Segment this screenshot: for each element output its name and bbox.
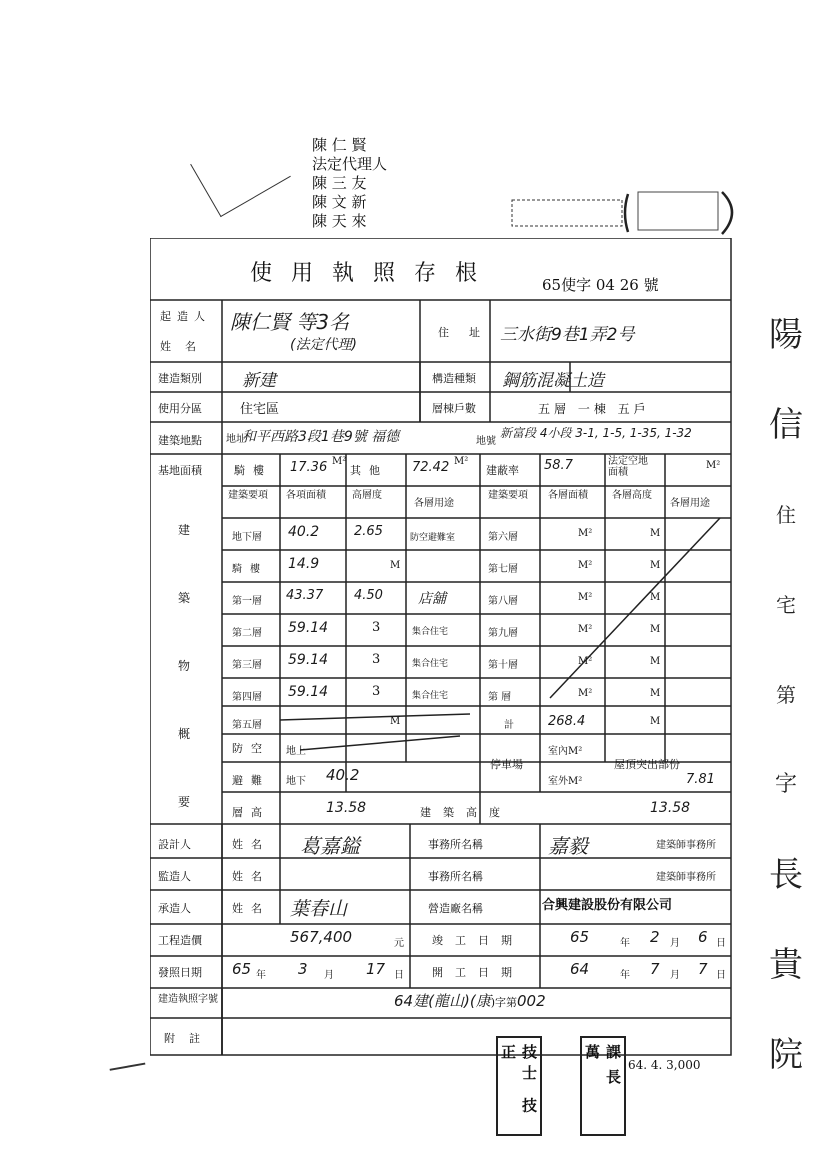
unit-m-7L: M (390, 560, 401, 571)
printed-code: 64. 4. 3,000 (628, 1058, 701, 1072)
other-area: 72.42 (412, 460, 450, 475)
completion-year: 65 (570, 928, 590, 946)
applicant-note: (法定代理) (290, 337, 357, 353)
floor4-area: 59.14 (288, 684, 329, 700)
side-char-3: 住 (776, 503, 796, 527)
label-use-zone: 使用分區 (158, 402, 202, 415)
floor1-height: 4.50 (354, 588, 383, 603)
side-char-6: 字 (774, 772, 797, 797)
side-char-8: 貴 (769, 945, 803, 985)
label-floors-units: 層棟戶數 (432, 402, 476, 415)
floor-label-1: 第一層 (232, 596, 262, 607)
side-char-5: 第 (776, 683, 796, 707)
left-margin-mark (103, 1023, 146, 1071)
structure-type: 鋼筋混凝土造 (502, 371, 604, 391)
floor4-height: 3 (372, 684, 381, 699)
label-base-area: 基地面積 (158, 464, 202, 477)
label-contractor-name: 姓名 (232, 902, 270, 915)
label-indoor: 室內M² (548, 746, 583, 757)
floor1-area: 43.37 (286, 588, 324, 603)
label-parking: 停車場 (490, 758, 523, 771)
owner-name-5: 陳 天 來 (312, 212, 367, 230)
label-location: 建築地點 (158, 434, 202, 447)
label-supervisor-firm: 事務所名稱 (428, 870, 483, 883)
unit-m2-a: M² (332, 456, 347, 467)
owner-names (312, 136, 387, 231)
floor3-use: 集合住宅 (412, 659, 449, 669)
floor-label-2: 第二層 (232, 628, 262, 639)
signoff-right-text: 課長 萬 (583, 1044, 622, 1094)
signoff-stamp-left (496, 1036, 542, 1136)
label-contractor: 承造人 (158, 902, 191, 915)
designer-name: 葛嘉鎰 (300, 834, 360, 858)
side-char-7: 長 (769, 855, 803, 895)
label-above: 地上 (286, 746, 306, 757)
label-arcade: 騎樓 (234, 464, 272, 477)
contractor-name: 葉春山 (290, 898, 348, 920)
label-open-space: 法定空地面積 (608, 456, 648, 478)
unit-m-10: M (650, 656, 661, 667)
label-address: 住址 (438, 326, 500, 339)
corner-handwritten-stamp (190, 124, 291, 217)
summary-char-5: 要 (178, 795, 191, 809)
side-char-1: 陽 (769, 315, 803, 355)
label-building-height: 建築高度 (420, 806, 512, 819)
floors-units: 五層 一棟 五戶 (538, 402, 650, 416)
issue-day-label: 日 (394, 970, 404, 981)
col-header-7: 各層高度 (612, 490, 652, 501)
floor-label-5: 第五層 (232, 720, 262, 731)
cost-value: 567,400 (290, 928, 353, 946)
basement-height: 2.65 (354, 524, 383, 539)
issue-month: 3 (298, 960, 308, 978)
label-permit: 建造執照字號 (158, 994, 218, 1005)
unit-m2-c: M² (706, 460, 721, 471)
issue-year-label: 年 (256, 970, 266, 981)
designer-firm-suffix: 建築師事務所 (656, 840, 716, 851)
permit-part-6: 002 (517, 992, 546, 1010)
owner-name-2: 法定代理人 (312, 155, 388, 173)
unit-m-8: M (650, 592, 661, 603)
building-category: 新建 (242, 371, 276, 391)
side-char-9: 院 (769, 1035, 803, 1075)
permit-part-1: 64建( (394, 992, 434, 1010)
coverage-rate: 58.7 (544, 458, 573, 473)
floor2-height: 3 (372, 620, 381, 635)
unit-m2-9: M² (578, 624, 593, 635)
label-evacuation: 避難 (232, 774, 270, 787)
signoff-stamp-right (580, 1036, 626, 1136)
form-title: 使 用 執 照 存 根 (250, 261, 483, 286)
issue-day: 17 (366, 960, 386, 978)
floor3-height: 3 (372, 652, 381, 667)
start-year-label: 年 (620, 970, 630, 981)
unit-m-blank: M (650, 688, 661, 699)
start-month: 7 (650, 960, 660, 978)
label-issue-date: 發照日期 (158, 966, 202, 979)
cost-unit: 元 (394, 938, 404, 949)
label-contractor-company: 營造廠名稱 (428, 902, 483, 915)
permit-part-4: 康 (475, 992, 491, 1010)
label-completion: 竣工日期 (432, 934, 524, 947)
permit-form (150, 238, 732, 1056)
unit-m2-7: M² (578, 560, 593, 571)
summary-char-3: 物 (178, 659, 191, 673)
applicant-name: 陳仁賢 等3名 (230, 310, 350, 334)
unit-m2-blank: M² (578, 688, 593, 699)
applicant-address: 三水街9巷1弄2号 (500, 325, 635, 345)
start-day-label: 日 (716, 970, 726, 981)
label-other: 其他 (350, 464, 388, 477)
label-name: 姓名 (160, 340, 210, 353)
unit-m2-b: M² (454, 456, 469, 467)
floor-label-10: 第十層 (488, 660, 518, 671)
label-building-summary (178, 496, 190, 836)
side-char-4: 宅 (776, 593, 796, 617)
arcade-floor-area: 14.9 (288, 556, 320, 572)
owner-name-3: 陳 三 友 (312, 174, 367, 192)
document-number: 65使字 04 26 號 (542, 276, 659, 294)
label-structure-type: 構造種類 (432, 372, 476, 385)
label-below: 地下 (286, 776, 306, 787)
completion-month-label: 月 (670, 938, 680, 949)
shelter-below-area: 40.2 (326, 766, 360, 784)
side-char-2: 信 (769, 405, 803, 445)
floor-label-3: 第三層 (232, 660, 262, 671)
floor-label-6: 第六層 (488, 532, 518, 543)
permit-part-2: 龍山 (433, 992, 464, 1010)
label-start-date: 開工日期 (432, 966, 524, 979)
permit-number (394, 990, 546, 1011)
unit-m-5L: M (390, 716, 401, 727)
unit-m-6: M (650, 528, 661, 539)
label-story-height: 層高 (232, 806, 270, 819)
location-address: 和平西路3段1巷9號 福德 (242, 429, 400, 445)
designer-firm: 嘉毅 (548, 834, 588, 858)
label-designer-name: 姓名 (232, 838, 270, 851)
summary-char-2: 築 (178, 591, 191, 605)
start-month-label: 月 (670, 970, 680, 981)
summary-char-1: 建 (178, 523, 191, 537)
official-seal-block (510, 190, 740, 236)
unit-m2-8: M² (578, 592, 593, 603)
label-addr-small: 地址 (226, 434, 246, 445)
floor2-use: 集合住宅 (412, 627, 449, 637)
location-lot: 新富段 4小段 3-1, 1-5, 1-35, 1-32 (500, 426, 692, 440)
unit-m-7: M (650, 560, 661, 571)
signoff-left-text: 技士 技正 (499, 1044, 538, 1119)
unit-m2-10: M² (578, 656, 593, 667)
contractor-company: 合興建設股份有限公司 (542, 898, 673, 913)
label-coverage: 建蔽率 (486, 464, 519, 477)
completion-day: 6 (698, 928, 708, 946)
story-height-value: 13.58 (326, 800, 367, 816)
label-applicant: 起造人 (160, 310, 211, 323)
unit-m2-6: M² (578, 528, 593, 539)
label-supervisor: 監造人 (158, 870, 191, 883)
permit-part-5: )字第 (490, 996, 517, 1009)
label-shelter: 防空 (232, 742, 270, 755)
completion-year-label: 年 (620, 938, 630, 949)
col-header-4: 各層用途 (414, 498, 454, 509)
label-supervisor-name: 姓名 (232, 870, 270, 883)
label-rooftop: 屋頂突出部份 (614, 758, 680, 771)
arcade-area: 17.36 (290, 460, 328, 475)
completion-day-label: 日 (716, 938, 726, 949)
floor-label-9: 第九層 (488, 628, 518, 639)
floor-label-4: 第四層 (232, 692, 262, 703)
unit-m-9: M (650, 624, 661, 635)
owner-name-4: 陳 文 新 (312, 193, 367, 211)
floor2-area: 59.14 (288, 620, 329, 636)
label-lot-small: 地號 (476, 436, 496, 447)
basement-area: 40.2 (288, 524, 320, 540)
floor4-use: 集合住宅 (412, 691, 449, 701)
floor-label-blank: 第 層 (488, 692, 512, 703)
floor-label-8: 第八層 (488, 596, 518, 607)
col-header-1: 建築要項 (228, 490, 268, 501)
start-day: 7 (698, 960, 708, 978)
owner-name-1: 陳 仁 賢 (312, 136, 367, 154)
col-header-2: 各項面積 (286, 490, 326, 501)
floor-label-arcade: 騎樓 (232, 564, 268, 575)
completion-month: 2 (650, 928, 660, 946)
supervisor-firm-suffix: 建築師事務所 (656, 872, 716, 883)
permit-part-3: )( (463, 992, 476, 1010)
right-margin-text (756, 290, 816, 1100)
building-height-value: 13.58 (650, 800, 691, 816)
label-designer-firm: 事務所名稱 (428, 838, 483, 851)
col-header-3: 高層度 (352, 490, 382, 501)
start-year: 64 (570, 960, 590, 978)
floor-label-basement: 地下層 (232, 532, 262, 543)
label-designer: 設計人 (158, 838, 191, 851)
floor3-area: 59.14 (288, 652, 329, 668)
issue-month-label: 月 (324, 970, 334, 981)
seal-graphic (510, 190, 740, 236)
label-cost: 工程造價 (158, 934, 202, 947)
floor1-use: 店舖 (418, 591, 446, 607)
rooftop-value: 7.81 (686, 772, 715, 787)
col-header-5: 建築要項 (488, 490, 528, 501)
label-notes: 附註 (164, 1032, 214, 1045)
floor-label-total: 計 (504, 720, 514, 731)
summary-char-4: 概 (178, 727, 191, 741)
use-zone: 住宅區 (240, 402, 280, 417)
total-area: 268.4 (548, 714, 586, 729)
basement-use: 防空避難室 (410, 533, 456, 543)
unit-m-total: M (650, 716, 661, 727)
col-header-8: 各層用途 (670, 498, 710, 509)
issue-year: 65 (232, 960, 252, 978)
label-outdoor: 室外M² (548, 776, 583, 787)
floor-label-7: 第七層 (488, 564, 518, 575)
label-building-category: 建造類別 (158, 372, 202, 385)
col-header-6: 各層面積 (548, 490, 588, 501)
